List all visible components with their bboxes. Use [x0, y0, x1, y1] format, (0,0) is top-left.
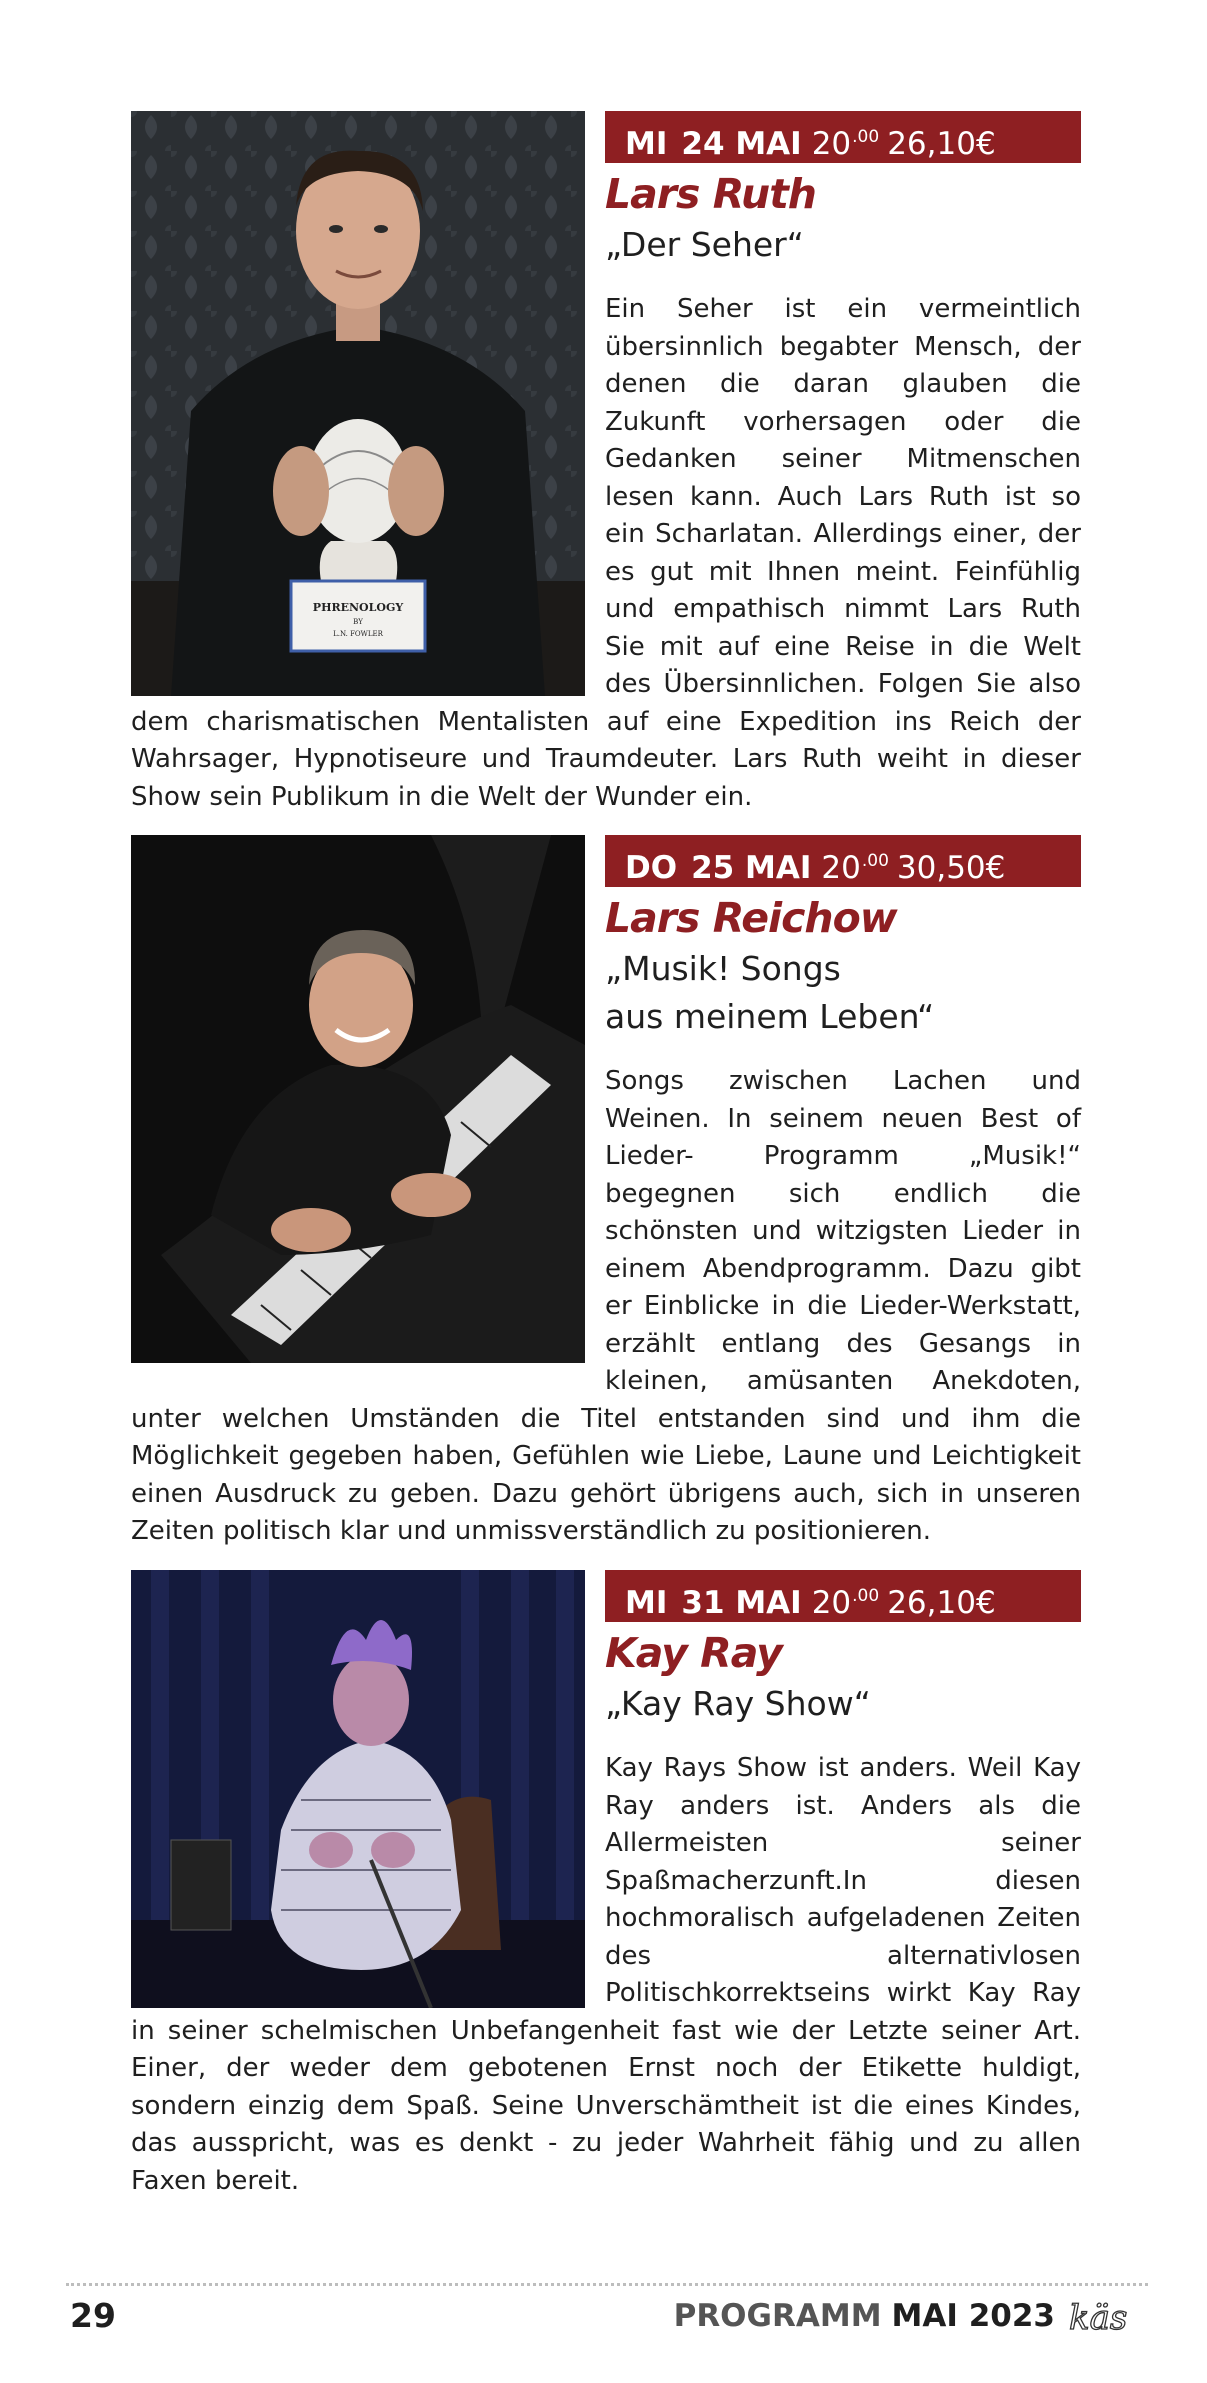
- photo-caption-2: BY: [353, 618, 363, 626]
- kaes-logo: [1065, 2291, 1143, 2341]
- footer-program-label: [674, 2290, 1143, 2342]
- event-time: [821, 850, 889, 886]
- event-lars-reichow: [131, 835, 1081, 1551]
- event-time-minutes: .00: [852, 127, 880, 147]
- program-label: PROGRAMM: [673, 2298, 882, 2334]
- performer-name: Lars Ruth: [605, 170, 816, 218]
- photo-lars-ruth: [131, 111, 585, 696]
- event-day: DO: [625, 850, 678, 886]
- event-photo: [131, 835, 585, 1363]
- event-date: 25 MAI: [691, 850, 812, 886]
- performer-name: Lars Reichow: [605, 894, 897, 942]
- event-date: 24 MAI: [681, 126, 802, 162]
- page-number: 29: [70, 2296, 116, 2335]
- photo-lars-reichow: [131, 835, 585, 1363]
- footer-divider: [66, 2283, 1148, 2286]
- event-time: [812, 126, 880, 162]
- event-day: MI: [625, 1585, 668, 1621]
- event-date: 31 MAI: [681, 1585, 802, 1621]
- show-title: „Der Seher“: [605, 225, 804, 264]
- photo-caption-1: PHRENOLOGY: [312, 601, 404, 614]
- event-photo: [131, 111, 585, 696]
- event-photo: [131, 1570, 585, 2008]
- event-lars-ruth: [131, 111, 1081, 816]
- show-title: „Musik! Songs aus meinem Leben“: [605, 949, 935, 1036]
- event-kay-ray: [131, 1570, 1081, 2200]
- event-time: [812, 1585, 880, 1621]
- photo-caption-3: L.N. FOWLER: [333, 630, 383, 638]
- event-time-minutes: .00: [861, 851, 889, 871]
- event-date-bar: [605, 835, 1081, 887]
- event-description: Ein Seher ist ein vermeintlich übersinnlich begabter Mensch, der denen die daran glauben die Zukunft vorhersagen oder die Gedanken seiner Mitmenschen lesen kann. Auch Lars Ruth ist so ein Scharlatan. Allerdings einer, der es gut mit Ihnen meint. Feinfühlig und empathisch nimmt Lars Ruth Sie mit auf eine Reise in die Welt des Übersinnlichen. Folgen Sie also dem charismatischen Mentalisten auf eine Expedition ins Reich der Wahrsager, Hypnotiseure und Traumdeuter. Lars Ruth weiht in dieser Show sein Publikum in die Welt der Wunder ein.: [131, 294, 1081, 812]
- event-description: Kay Rays Show ist anders. Weil Kay Ray anders ist. Anders als die Allermeisten seiner Spaßmacherzunft.In diesen hochmoralisch aufgeladenen Zeiten des alternativlosen Politischkorrektseins wirkt Kay Ray in seiner schelmischen Unbefangenheit fast wie der Letzte seiner Art. Einer, der weder dem gebotenen Ernst noch der Etikette huldigt, sondern einzig dem Spaß. Seine Unverschämtheit ist die eines Kindes, das ausspricht, was es denkt - zu jeder Wahrheit fähig und zu allen Faxen bereit.: [131, 1753, 1081, 2196]
- event-time-minutes: .00: [852, 1586, 880, 1606]
- photo-kay-ray: [131, 1570, 585, 2008]
- event-time-hour: 20: [811, 1585, 852, 1621]
- show-title: „Kay Ray Show“: [605, 1684, 871, 1723]
- performer-name: Kay Ray: [605, 1629, 782, 1677]
- logo-text: käs: [1069, 2298, 1128, 2338]
- month-label: MAI 2023: [891, 2298, 1055, 2334]
- event-time-hour: 20: [821, 850, 861, 886]
- event-price: 30,50€: [896, 850, 1006, 886]
- event-price: 26,10€: [887, 126, 996, 162]
- event-time-hour: 20: [811, 126, 852, 162]
- event-date-bar: [605, 111, 1081, 163]
- event-description: Songs zwischen Lachen und Weinen. In seinem neuen Best of Lieder- Programm „Musik!“ begegnen sich endlich die schönsten und witzigsten Lieder in einem Abendprogramm. Dazu gibt er Einblicke in die Lieder-Werkstatt, erzählt entlang des Gesangs in kleinen, amüsanten Anekdoten, unter welchen Umständen die Titel entstanden sind und ihm die Möglichkeit gegeben haben, Gefühlen wie Liebe, Laune und Leichtigkeit einen Ausdruck zu geben. Dazu gehört übrigens auch, sich in unseren Zeiten politisch klar und unmissverständlich zu positionieren.: [131, 1066, 1081, 1546]
- event-day: MI: [625, 126, 668, 162]
- event-price: 26,10€: [887, 1585, 996, 1621]
- event-date-bar: [605, 1570, 1081, 1622]
